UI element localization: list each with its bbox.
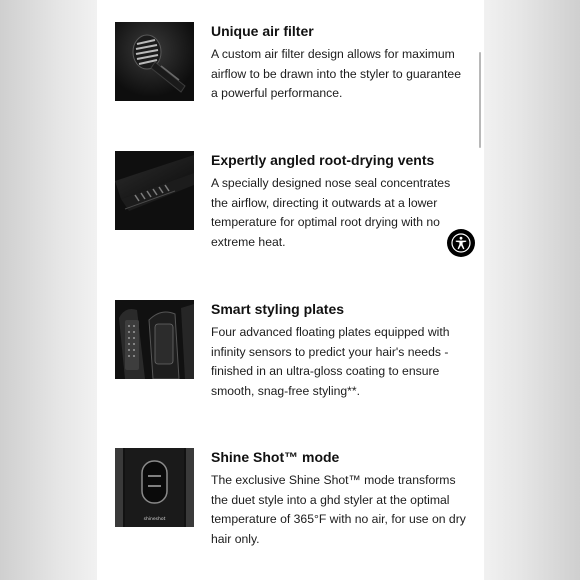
scrollbar-thumb[interactable] — [479, 52, 481, 148]
root-drying-vents-image — [115, 151, 194, 230]
feature-description: A specially designed nose seal concentrates the airflow, directing it outwards at a lower temperature for optimal root drying with no extreme heat. — [211, 176, 451, 249]
accessibility-button[interactable] — [447, 229, 475, 257]
styling-plates-image — [115, 300, 194, 379]
shine-shot-button-image — [115, 448, 194, 527]
feature-description: The exclusive Shine Shot™ mode transforms the duet style into a ghd styler at the optimal temperature of 365°F with no air, for use on dry hair only. — [211, 473, 466, 546]
feature-title: Smart styling plates — [211, 301, 345, 317]
feature-title: Unique air filter — [211, 23, 314, 39]
air-filter-image — [115, 22, 194, 101]
feature-description: A custom air filter design allows for maximum airflow to be drawn into the styler to guarantee a powerful performance. — [211, 47, 461, 100]
feature-title: Expertly angled root-drying vents — [211, 152, 435, 168]
feature-description: Four advanced floating plates equipped with infinity sensors to predict your hair's needs - finished in an ultra-gloss coating to ensure smooth, snag-free styling**. — [211, 325, 450, 398]
shine-shot-image-label: shineshot — [143, 517, 166, 522]
feature-title: Shine Shot™ mode — [211, 449, 340, 465]
accessibility-icon — [451, 233, 471, 253]
